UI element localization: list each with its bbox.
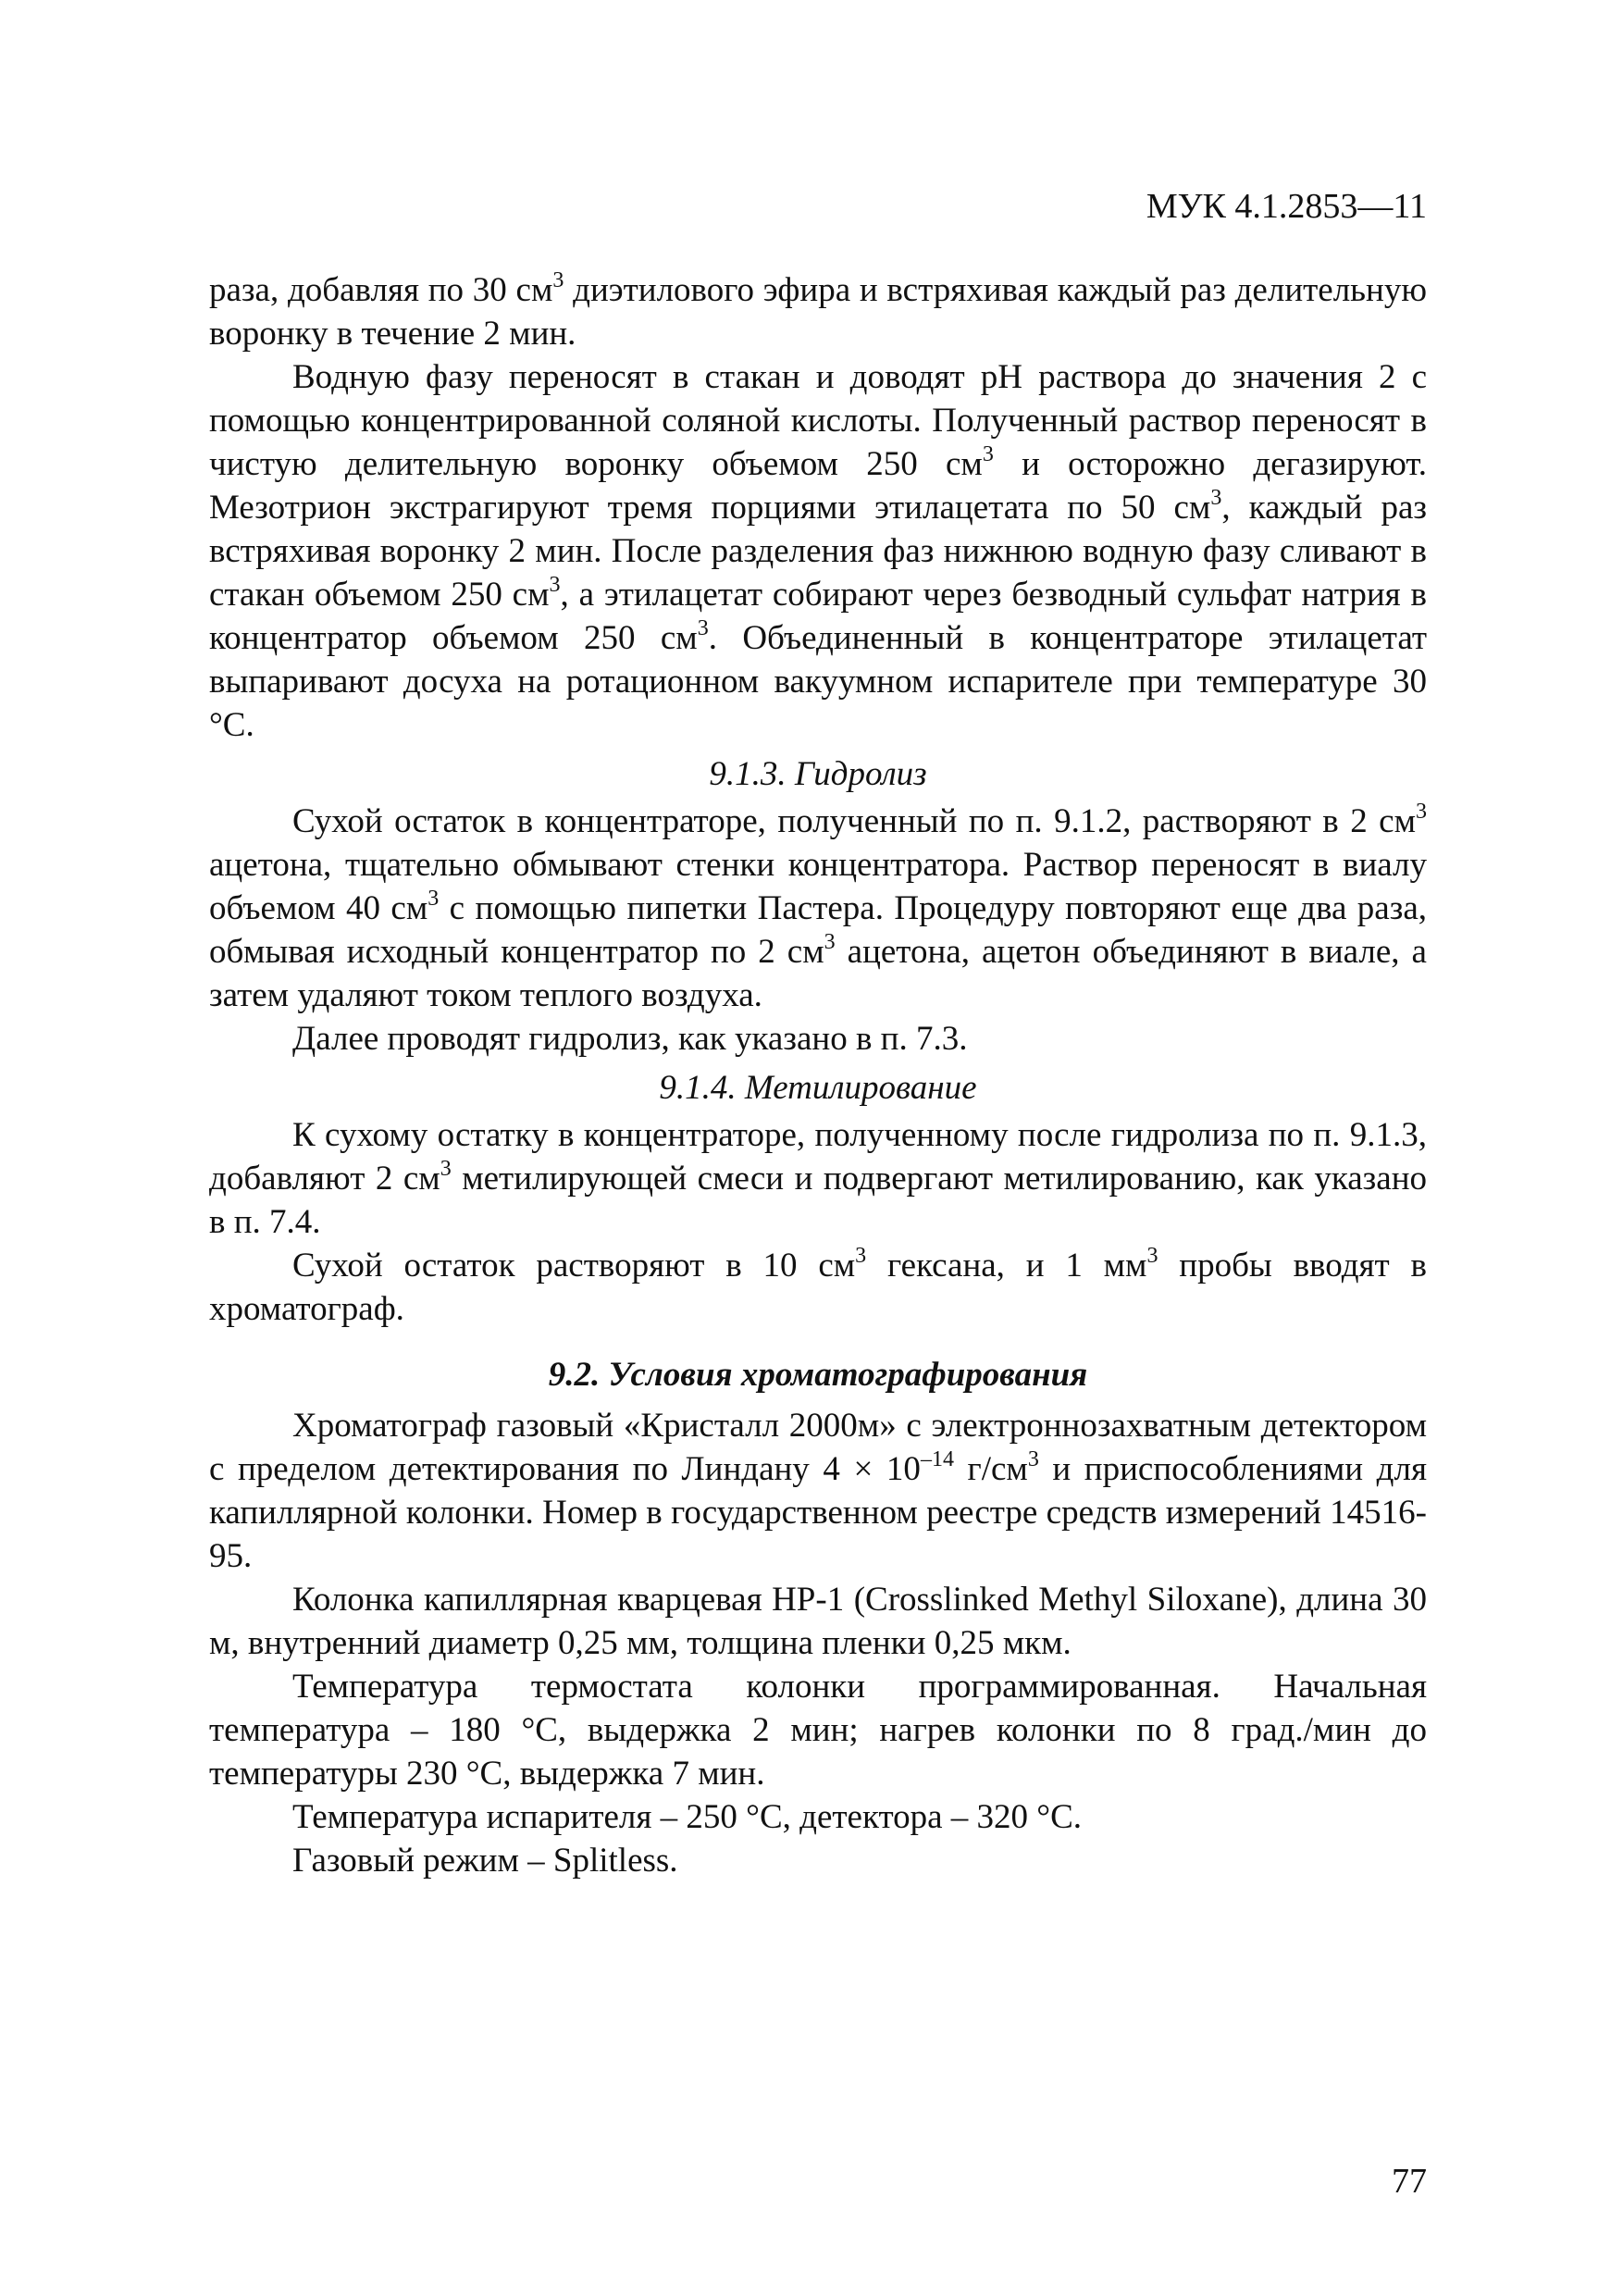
superscript: 3 [855,1244,867,1268]
paragraph-continuation [209,268,1427,355]
text-run: и осторожно дегазируют. Мезотрион экстрагируют тремя порциями этилацетата по 50 см [209,445,1427,527]
text-run: г/см [953,1450,1028,1488]
superscript-exponent: –14 [920,1447,954,1471]
text-run: Сухой остаток в концентраторе, полученный по п. 9.1.2, растворяют в 2 см [292,802,1416,840]
body-text [209,268,1427,1882]
text-run: Сухой остаток растворяют в 10 см [292,1247,856,1285]
text-run: раза, добавляя по 30 см [209,271,553,309]
paragraph-thermostat: Температура термостата колонки программированная. Начальная температура – 180 °С, выдержка 2 мин; нагрев колонки по 8 град./мин до температуры 230 °С, выдержка 7 мин. [209,1668,1427,1793]
paragraph-hexane [209,1244,1427,1331]
text-run: Водную фазу переносят в стакан и доводят pH раствора до значения 2 с помощью концентрированной соляной кислоты. Полученный раствор переносят в чистую делительную воронку объемом 250 см [209,358,1427,483]
subheading-methylation: 9.1.4. Метилирование [659,1069,977,1107]
text-run: ацетона, тщательно обмывают стенки концентратора. Раствор переносят в виалу объемом 40 см [209,846,1427,927]
paragraph-hydrolysis-ref: Далее проводят гидролиз, как указано в п. 7.3. [292,1020,968,1058]
superscript: 3 [440,1157,452,1181]
text-run: , а этилацетат собирают через безводный сульфат натрия в концентратор объемом 250 см [209,576,1427,657]
text-run: с помощью пипетки Пастера. Процедуру повторяют еще два раза, обмывая исходный концентратор по 2 см [209,889,1428,971]
superscript: 3 [1146,1244,1158,1268]
paragraph-column: Колонка капиллярная кварцевая HP-1 (Crosslinked Methyl Siloxane), длина 30 м, внутренний диаметр 0,25 мм, толщина пленки 0,25 мкм. [209,1581,1427,1662]
text-run: К сухому остатку в концентраторе, полученному после гидролиза по п. 9.1.3, добавляют 2 см [209,1116,1427,1198]
text-run: и приспособлениями для капиллярной колонки. Номер в государственном реестре средств измерений 14516-95. [209,1450,1427,1575]
paragraph-methylation [209,1113,1427,1244]
paragraph-chromatograph [209,1404,1427,1578]
superscript: 3 [552,268,564,292]
paragraph-aqueous-phase [209,355,1427,747]
document-page [209,185,1427,2203]
superscript: 3 [1027,1447,1039,1471]
text-run: Хроматограф газовый «Кристалл 2000м» с электроннозахватным детектором с пределом детектирования по Линдану 4 × 10 [209,1407,1427,1488]
text-run: пробы вводят в хроматограф. [209,1247,1428,1328]
superscript: 3 [549,573,561,597]
text-run: ацетона, ацетон объединяют в виале, а затем удаляют током теплого воздуха. [209,933,1427,1014]
page-number: 77 [1392,2162,1427,2201]
superscript: 3 [1416,800,1427,824]
text-run: диэтилового эфира и встряхивая каждый раз делительную воронку в течение 2 мин. [209,271,1427,353]
text-run: гексана, и 1 мм [866,1247,1147,1285]
subheading-hydrolysis: 9.1.3. Гидролиз [709,755,927,793]
paragraph-evaporator-temp: Температура испарителя – 250 °С, детектора – 320 °С. [292,1798,1083,1836]
superscript: 3 [697,616,709,640]
text-run: , каждый раз встряхивая воронку 2 мин. После разделения фаз нижнюю водную фазу сливают в стакан объемом 250 см [209,489,1427,614]
text-run: . Объединенный в концентраторе этилацетат выпаривают досуха на ротационном вакуумном испарителе при температуре 30 °С. [209,619,1427,744]
section-heading-chromatography: 9.2. Условия хроматографирования [548,1356,1088,1394]
document-code-header: МУК 4.1.2853—11 [1146,187,1427,226]
text-run: метилирующей смеси и подвергают метилированию, как указано в п. 7.4. [209,1160,1428,1241]
paragraph-gas-mode: Газовый режим – Splitless. [292,1842,678,1880]
superscript: 3 [427,887,440,911]
superscript: 3 [824,930,836,954]
superscript: 3 [1210,486,1222,510]
paragraph-dry-residue [209,800,1427,1017]
superscript: 3 [982,442,994,466]
